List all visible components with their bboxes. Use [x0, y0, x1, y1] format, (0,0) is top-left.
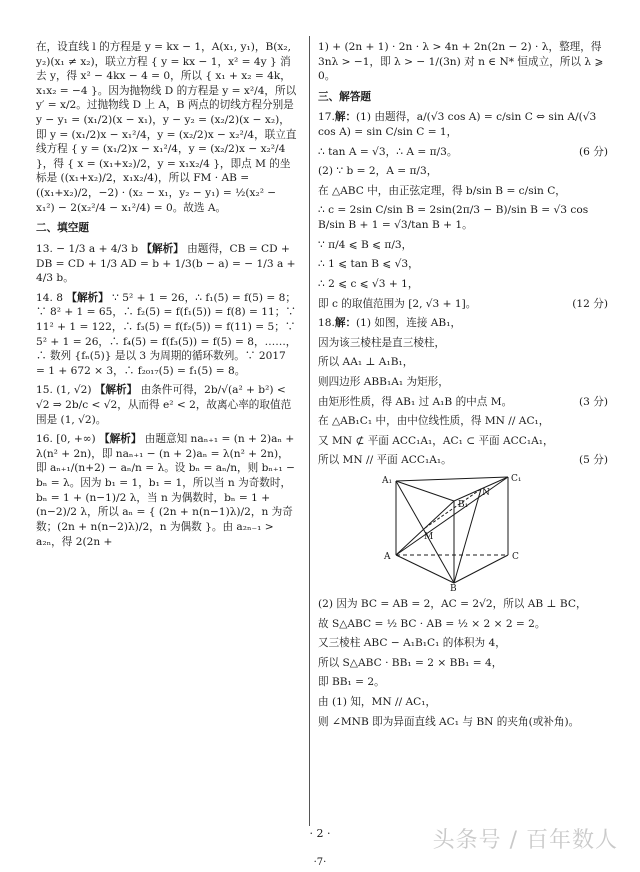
q18-line-13: 即 BB₁ = 2。: [318, 676, 385, 689]
q14-answer-value: 8: [56, 291, 63, 304]
q18-solution: [318, 316, 608, 331]
diag-a-c1: [396, 477, 508, 555]
section-fill-in: 二、填空题: [36, 222, 89, 235]
q16-continuation: 1) + (2n + 1) · 2n · λ > 4n + 2n(2n − 2) · λ，整理，得 3nλ > −1，即 λ > − 1/(3n) 对 n ∈ N* 恒成立，所以 λ ⩾ 0。: [318, 41, 604, 83]
q18-line-1: (1) 如图，连接 AB₁，: [356, 317, 462, 330]
label-m: M: [424, 532, 434, 543]
q17-line-3: (2) ∵ b = 2，A = π/3，: [318, 165, 438, 178]
q18-line-5: 由矩形性质，得 AB₁ 过 A₁B 的中点 M。: [318, 395, 513, 408]
q17-score-2: (12 分): [572, 297, 608, 310]
q18-score-1: (3 分): [579, 395, 608, 408]
q16-number: 16.: [36, 433, 53, 446]
q14-analysis-text: ∵ 5² + 1 = 26，∴ f₁(5) = f(5) = 8；∵ 8² + 1 = 65，∴ f₂(5) = f(f₁(5)) = f(8) = 11；∵ 11² + 1 = 122，∴ f₃(5) = f(f₂(5)) = f(11) = 5；∵ 5² + 1 = 26，∴ f₄(5) = f(f₃(5)) = f(5) = 8，……，∴ 数列 {fₙ(5)} 是以 3 为周期的循环数列。∵ 2017 = 1 + 672 × 3，∴ f₂₀₁₇(5) = f₁(5) = 8。: [36, 291, 297, 377]
q15-analysis-tag: 【解析】: [94, 384, 138, 397]
q14-answer: [36, 291, 298, 379]
q14-number: 14.: [36, 291, 53, 304]
label-a1: A₁: [382, 476, 393, 487]
q17-line-4: 在 △ABC 中，由正弦定理，得 b/sin B = c/sin C，: [318, 184, 566, 197]
q18-line-8-row: [318, 453, 608, 468]
q17-line-9: 即 c 的取值范围为 [2, √3 + 1]。: [318, 297, 477, 310]
q17-line-9-row: [318, 297, 608, 312]
label-b1: B₁: [458, 500, 469, 511]
q17-line-8: ∴ 2 ⩽ c ⩽ √3 + 1，: [318, 277, 419, 290]
q15-analysis-text: 由条件可得，2b/√(a² + b²) < √2 ⇒ 2b/c < √2，从而得 e² < 2，故离心率的取值范围是 (1, √2)。: [36, 384, 292, 426]
q17-line-2: ∴ tan A = √3，∴ A = π/3。: [318, 145, 458, 158]
edge-b-c: [454, 555, 508, 583]
q17-line-7: ∴ 1 ⩽ tan B ⩽ √3，: [318, 258, 419, 271]
q17-number: 17.: [318, 111, 335, 124]
prism-figure: [378, 473, 528, 591]
q18-number: 18.: [318, 317, 335, 330]
q15-answer: [36, 383, 298, 427]
label-b: B: [450, 584, 457, 592]
q15-number: 15.: [36, 384, 53, 397]
sub-page-number: ·7·: [313, 857, 327, 868]
q13-answer: [36, 242, 298, 286]
label-n: N: [482, 488, 490, 499]
q17-line-6: ∵ π/4 ⩽ B ⩽ π/3，: [318, 238, 413, 251]
page-number: · 2 ·: [309, 827, 331, 840]
label-c: C: [512, 552, 519, 563]
q13-analysis-tag: 【解析】: [141, 242, 184, 255]
q16-answer-value: [0, +∞): [56, 433, 96, 446]
edge-a1-c1: [396, 477, 508, 481]
q18-line-9: (2) 因为 BC = AB = 2，AC = 2√2，所以 AB ⊥ BC，: [318, 598, 587, 611]
q16-analysis-text: 由题意知 naₙ₊₁ = (n + 2)aₙ + λ(n² + 2n)，即 naₙ₊₁ − (n + 2)aₙ = λ(n² + 2n)，即 aₙ₊₁/(n+2) − aₙ/n = λ。设 bₙ = aₙ/n，则 bₙ₊₁ − bₙ = λ。因为 b₁ = 1，b₁ = 1，所以当 n 为奇数时，bₙ = 1 + (n−1)/2 λ，当 n 为偶数时，bₙ = 1 + (n−2)/2 λ，所以 aₙ = { (2n + n(n−1)λ)/2，n 为奇数；(2n + n(n−2)λ)/2，n 为偶数 }。由 a₂ₙ₋₁ > a₂ₙ，得 2(2n +: [36, 433, 296, 548]
edge-a1-b1: [396, 481, 454, 501]
q18-line-7: 又 MN ⊄ 平面 ACC₁A₁，AC₁ ⊂ 平面 ACC₁A₁，: [318, 434, 554, 447]
q15-answer-value: (1, √2): [56, 384, 92, 397]
column-divider: [309, 36, 310, 826]
q18-line-3: 所以 AA₁ ⊥ A₁B₁，: [318, 356, 414, 369]
watermark: 头条号 / 百年数人: [432, 828, 618, 853]
q18-line-14: 由 (1) 知，MN // AC₁，: [318, 696, 437, 709]
edge-a-b: [396, 555, 454, 583]
q18-line-4: 则四边形 ABB₁A₁ 为矩形，: [318, 375, 449, 388]
q12-solution-text: 在，设直线 l 的方程是 y = kx − 1，A(x₁, y₁)，B(x₂, y₂)(x₁ ≠ x₂)，联立方程 { y = kx − 1，x² = 4y } 消去 y，得 x² − 4kx − 4 = 0，所以 { x₁ + x₂ = 4k，x₁x₂ = −4 }。因为抛物线 D 的方程是 y = x²/4，所以 y′ = x/2。过抛物线 D 上 A，B 两点的切线方程分别是 y − y₁ = (x₁/2)(x − x₁)，y − y₂ = (x₂/2)(x − x₂)，即 y = (x₁/2)x − x₁²/4，y = (x₂/2)x − x₂²/4，联立直线方程 { y = (x₁/2)x − x₁²/4，y = (x₂/2)x − x₂²/4 }，得 { x = (x₁+x₂)/2，y = x₁x₂/4 }，即点 M 的坐标是 ((x₁+x₂)/2，x₁x₂/4)，所以 FM · AB = ((x₁+x₂)/2，−2) · (x₂ − x₁，y₂ − y₁) = ½(x₂² − x₁²) − 2(x₂²/4 − x₁²/4) = 0。故选 A。: [36, 41, 297, 214]
q18-line-15: 则 ∠MNB 即为异面直线 AC₁ 与 BN 的夹角(或补角)。: [318, 715, 580, 728]
q16-answer: [36, 432, 298, 549]
q18-score-2: (5 分): [579, 454, 608, 467]
q18-line-5-row: [318, 395, 608, 410]
q18-line-12: 所以 S△ABC · BB₁ = 2 × BB₁ = 4，: [318, 656, 503, 669]
left-column: [36, 40, 298, 554]
q18-line-11: 又三棱柱 ABC − A₁B₁C₁ 的体积为 4，: [318, 637, 506, 650]
q17-line-2-row: [318, 145, 608, 160]
q14-analysis-tag: 【解析】: [66, 291, 109, 304]
label-c1: C₁: [511, 474, 522, 485]
q18-line-6: 在 △AB₁C₁ 中，由中位线性质，得 MN // AC₁，: [318, 415, 550, 428]
q18-solution-tag: 解：: [334, 317, 357, 330]
q17-score-1: (6 分): [579, 145, 608, 158]
q18-line-10: 故 S△ABC = ½ BC · AB = ½ × 2 × 2 = 2。: [318, 617, 546, 630]
q16-analysis-tag: 【解析】: [99, 433, 142, 446]
section-solutions: 三、解答题: [318, 90, 371, 103]
right-column: [318, 40, 608, 734]
q17-line-5: ∴ c = 2sin C/sin B = 2sin(2π/3 − B)/sin B = √3 cos B/sin B + 1 = √3/tan B + 1。: [318, 204, 589, 232]
segment-m-n: [425, 489, 481, 528]
q17-solution-tag: 解：: [334, 111, 357, 124]
q18-line-2: 因为该三棱柱是直三棱柱，: [318, 336, 446, 349]
q13-answer-value: − 1/3 a + 4/3 b: [56, 242, 139, 255]
label-a: A: [384, 552, 391, 563]
q17-line-1: (1) 由题得，a/(√3 cos A) = c/sin C ⇔ sin A/(√3 cos A) = sin C/sin C = 1，: [318, 111, 597, 139]
q13-analysis-text: 由题得，CB = CD + DB = CD + 1/3 AD = b + 1/3(b − a) = − 1/3 a + 4/3 b。: [36, 242, 296, 285]
q18-line-8: 所以 MN // 平面 ACC₁A₁。: [318, 454, 452, 467]
q13-number: 13.: [36, 242, 53, 255]
q17-solution: [318, 110, 608, 139]
